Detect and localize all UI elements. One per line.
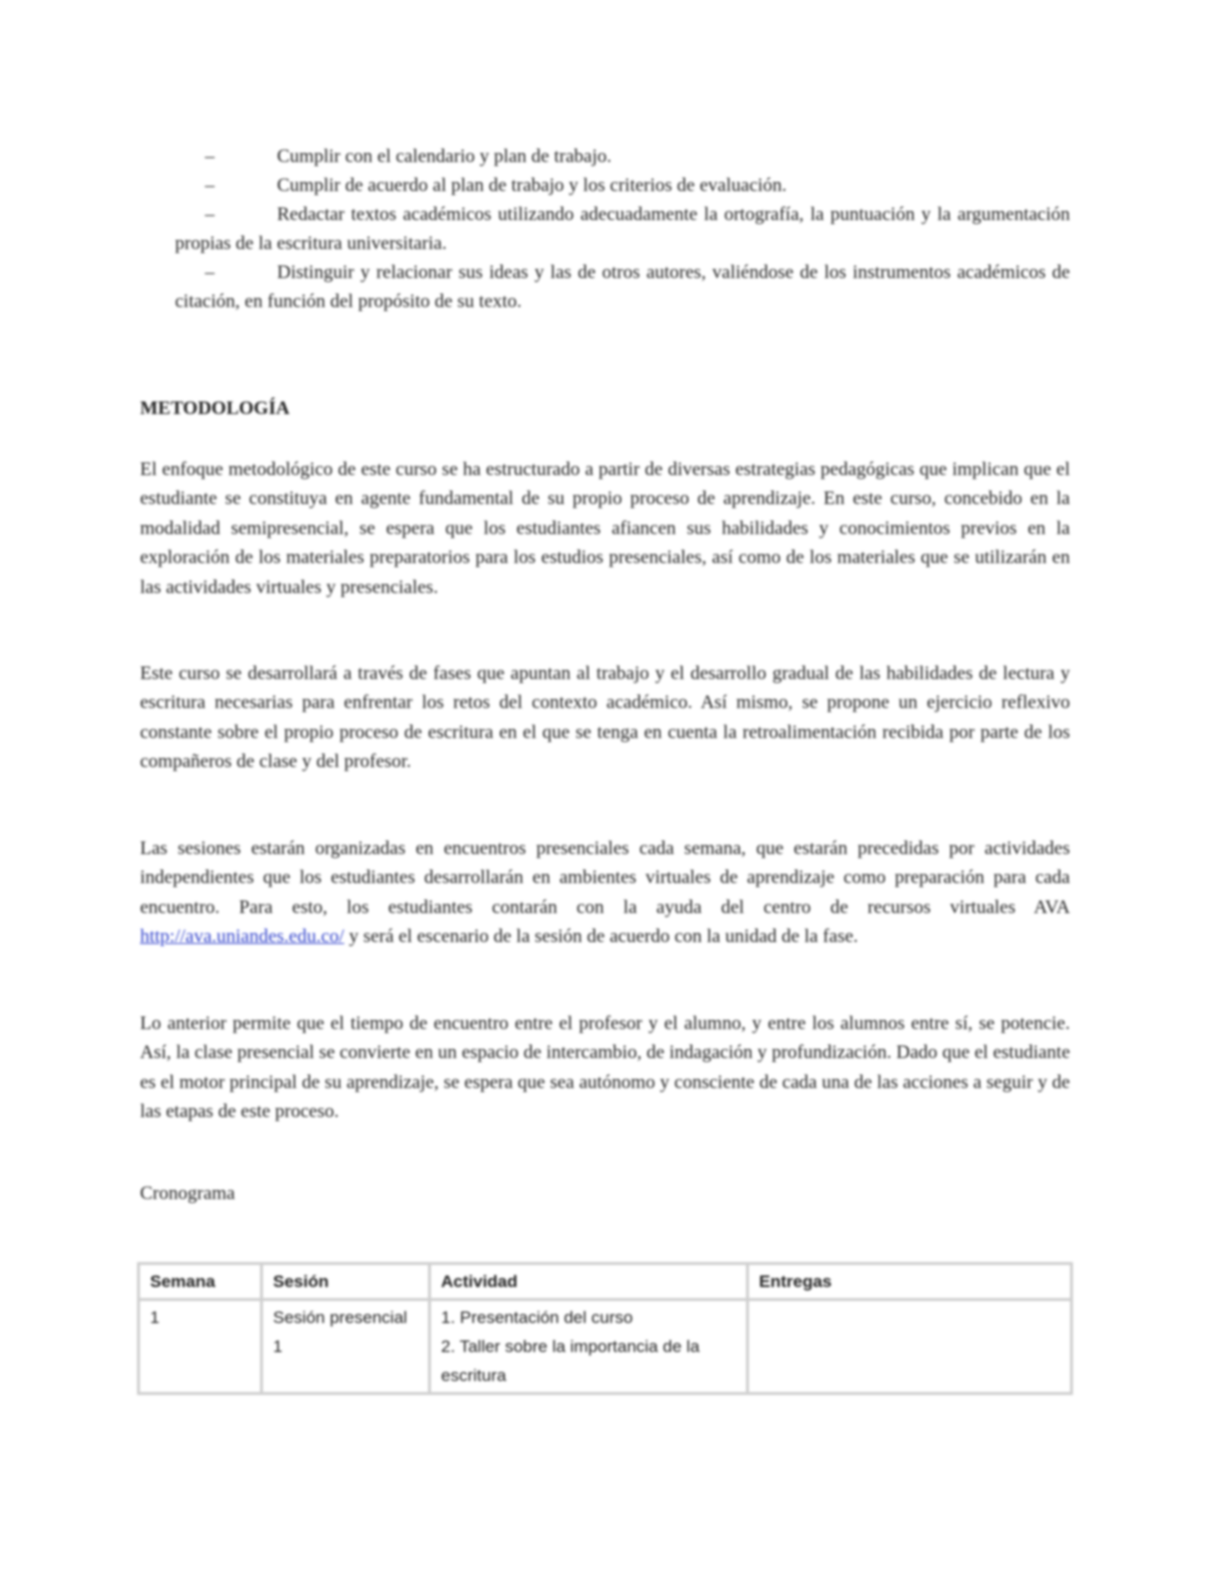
methodology-paragraph-4: Lo anterior permite que el tiempo de encuentro entre el profesor y el alumno, y entre los alumnos entre sí, se potencie. Así, la clase presencial se convierte en un espacio de intercambio, de indagación y profundización. Dado que el estudiante es el motor principal de su aprendizaje, se espera que sea autónomo y consciente de cada una de las acciones a seguir y de las etapas de este proceso. <box>140 1013 1070 1123</box>
column-header-deliverables: Entregas <box>748 1264 1072 1300</box>
table-row <box>139 1300 1072 1394</box>
schedule-heading: Cronograma <box>140 1183 235 1204</box>
methodology-heading: METODOLOGÍA <box>140 398 290 419</box>
ava-link[interactable]: http://ava.uniandes.edu.co/ <box>140 926 345 948</box>
cell-session: Sesión presencial 1 <box>262 1300 430 1394</box>
bullet-marker: – <box>205 262 215 283</box>
methodology-paragraph-3: Las sesiones estarán organizadas en encuentros presenciales cada semana, que estarán precedidas por actividades independientes que los estudiantes desarrollarán en ambientes virtuales de aprendizaje como preparación para cada encuentro. Para esto, los estudiantes contarán con la ayuda del centro de recursos virtuales AVA http://ava.uniandes.edu.co/ y será el escenario de la sesión de acuerdo con la unidad de la fase. <box>140 838 1070 948</box>
cell-deliverables <box>748 1300 1072 1394</box>
table-header-row <box>139 1264 1072 1300</box>
column-header-activity: Actividad <box>430 1264 748 1300</box>
column-header-week: Semana <box>139 1264 262 1300</box>
bullet-marker: – <box>205 146 215 167</box>
activity-line: 2. Taller sobre la importancia de la escritura <box>441 1337 700 1385</box>
methodology-paragraph-1: El enfoque metodológico de este curso se ha estructurado a partir de diversas estrategias pedagógicas que implican que el estudiante se constituya en agente fundamental de su propio proceso de aprendizaje. En este curso, concebido en la modalidad semipresencial, se espera que los estudiantes afiancen sus habilidades y conocimientos previos en la exploración de los materiales preparatorios para los estudios presenciales, así como de los materiales que se utilizarán en las actividades virtuales y presenciales. <box>140 459 1070 598</box>
cell-activity <box>430 1300 748 1394</box>
list-item: – Cumplir de acuerdo al plan de trabajo y los criterios de evaluación. <box>175 171 1070 200</box>
list-item: – Cumplir con el calendario y plan de trabajo. <box>175 142 1070 171</box>
bullet-marker: – <box>205 175 215 196</box>
activity-line: 1. Presentación del curso <box>441 1308 633 1327</box>
list-item: – Redactar textos académicos utilizando adecuadamente la ortografía, la puntuación y la argumentación propias de la escritura universitaria. <box>175 200 1070 258</box>
list-item: – Distinguir y relacionar sus ideas y las de otros autores, valiéndose de los instrumentos académicos de citación, en función del propósito de su texto. <box>175 258 1070 316</box>
schedule-table <box>137 1262 1073 1395</box>
bullet-marker: – <box>205 204 215 225</box>
column-header-session: Sesión <box>262 1264 430 1300</box>
methodology-paragraph-2: Este curso se desarrollará a través de fases que apuntan al trabajo y el desarrollo gradual de las habilidades de lectura y escritura necesarias para enfrentar los retos del contexto académico. Así mismo, se propone un ejercicio reflexivo constante sobre el propio proceso de escritura en el que se tenga en cuenta la retroalimentación recibida por parte de los compañeros de clase y del profesor. <box>140 663 1070 773</box>
objectives-list <box>175 142 1070 316</box>
cell-week: 1 <box>139 1300 262 1394</box>
